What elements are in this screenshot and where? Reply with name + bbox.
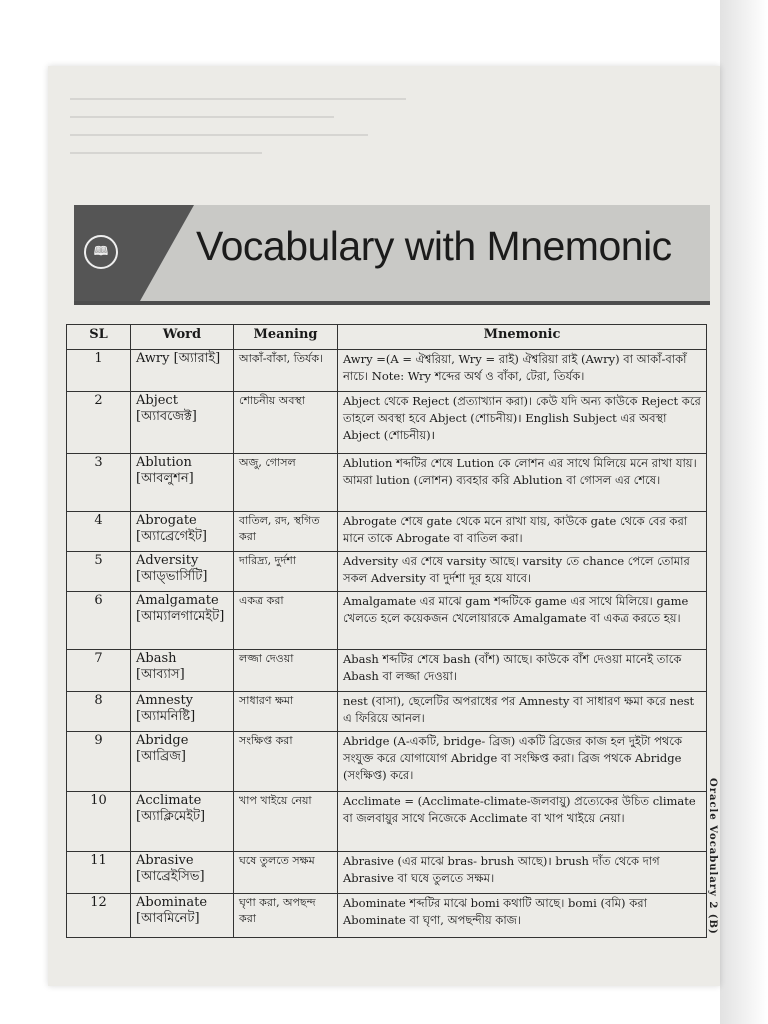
cell-word: Abrogate [অ্যাব্রেগেইট] [131, 512, 234, 552]
cell-sl: 1 [67, 350, 131, 392]
cell-word: Acclimate [অ্যাক্লিমেইট] [131, 792, 234, 852]
page-title: Vocabulary with Mnemonic [196, 223, 672, 269]
table-row [67, 392, 707, 454]
cell-meaning: একত্র করা [234, 592, 338, 650]
cell-mnemonic: Abominate শব্দটির মাঝে bomi কথাটি আছে। bomi (বমি) করা Abominate বা ঘৃণা, অপছন্দীয় কাজ। [338, 894, 707, 938]
cell-meaning: খাপ খাইয়ে নেয়া [234, 792, 338, 852]
cell-mnemonic: Abridge (A-একটি, bridge- ব্রিজ) একটি ব্রিজের কাজ হল দুইটা পথকে সংযুক্ত করে যোগাযোগ Abridge বা সংক্ষিপ্ত করা। ব্রিজ পথকে Abridge (সংক্ষিপ্ত) করে। [338, 732, 707, 792]
cell-word: Awry [অ্যারাই] [131, 350, 234, 392]
book-logo-icon: 🕮 [84, 235, 118, 269]
column-header-meaning: Meaning [234, 325, 338, 350]
cell-word: Ablution [আবলুশন] [131, 454, 234, 512]
cell-mnemonic: Abrasive (এর মাঝে bras- brush আছে)। brush দাঁত থেকে দাগ Abrasive বা ঘষে তুলতে সক্ষম। [338, 852, 707, 894]
table-row [67, 852, 707, 894]
cell-mnemonic: Awry =(A = ঐশ্বরিয়া, Wry = রাই) ঐশ্বরিয়া রাই (Awry) বা আকাঁ-বাকাঁ নাচে। Note: Wry শব্দের অর্থ ও বাঁকা, টেরা, তির্যক। [338, 350, 707, 392]
table-row [67, 512, 707, 552]
cell-word: Abject [অ্যাবজেক্ট] [131, 392, 234, 454]
column-header-word: Word [131, 325, 234, 350]
cell-meaning: ঘষে তুলতে সক্ষম [234, 852, 338, 894]
table-row [67, 894, 707, 938]
cell-sl: 5 [67, 552, 131, 592]
cell-sl: 6 [67, 592, 131, 650]
column-header-sl: SL [67, 325, 131, 350]
cell-meaning: সংক্ষিপ্ত করা [234, 732, 338, 792]
cell-word: Abrasive [আব্রেইসিভ] [131, 852, 234, 894]
table-row [67, 650, 707, 692]
table-row [67, 454, 707, 512]
table-row [67, 552, 707, 592]
cell-sl: 3 [67, 454, 131, 512]
cell-sl: 12 [67, 894, 131, 938]
page-edge-shade [720, 0, 768, 1024]
cell-mnemonic: Abash শব্দটির শেষে bash (বাঁশ) আছে। কাউকে বাঁশ দেওয়া মানেই তাকে Abash বা লজ্জা দেওয়া। [338, 650, 707, 692]
cell-mnemonic: Amalgamate এর মাঝে gam শব্দটিকে game এর সাথে মিলিয়ে। game খেলতে হলে কয়েকজন খেলোয়ারকে Amalgamate বা একত্র করতে হয়। [338, 592, 707, 650]
side-running-label: Oracle Vocabulary 2 (B) [707, 778, 718, 935]
cell-meaning: ঘৃণা করা, অপছন্দ করা [234, 894, 338, 938]
vocabulary-table [66, 324, 707, 938]
table-row [67, 792, 707, 852]
cell-word: Amalgamate [আম্যালগামেইট] [131, 592, 234, 650]
bleed-through-text [70, 82, 550, 192]
cell-sl: 7 [67, 650, 131, 692]
cell-word: Abridge [আব্রিজ] [131, 732, 234, 792]
cell-mnemonic: Adversity এর শেষে varsity আছে। varsity তে chance পেলে তোমার সকল Adversity বা দুর্দশা দূর হয়ে যাবে। [338, 552, 707, 592]
cell-meaning: সাধারণ ক্ষমা [234, 692, 338, 732]
cell-meaning: আকাঁ-বাঁকা, তির্যক। [234, 350, 338, 392]
cell-mnemonic: Abrogate শেষে gate থেকে মনে রাখা যায়, কাউকে gate থেকে বের করা মানে তাকে Abrogate বা বাতিল করা। [338, 512, 707, 552]
table-row [67, 732, 707, 792]
cell-sl: 8 [67, 692, 131, 732]
cell-sl: 10 [67, 792, 131, 852]
cell-meaning: বাতিল, রদ, স্থগিত করা [234, 512, 338, 552]
table-row [67, 692, 707, 732]
title-banner [74, 205, 710, 305]
column-header-mnemonic: Mnemonic [338, 325, 707, 350]
cell-word: Abominate [আবমিনেট] [131, 894, 234, 938]
cell-word: Abash [আব্যাস] [131, 650, 234, 692]
cell-mnemonic: Ablution শব্দটির শেষে Lution কে লোশন এর সাথে মিলিয়ে মনে রাখা যায়। আমরা lution (লোশন) ব্যবহার করি Ablution বা গোসল এর শেষে। [338, 454, 707, 512]
table-header-row [67, 325, 707, 350]
cell-mnemonic: nest (বাসা), ছেলেটির অপরাধের পর Amnesty বা সাধারণ ক্ষমা করে nest এ ফিরিয়ে আনল। [338, 692, 707, 732]
cell-mnemonic: Acclimate = (Acclimate-climate-জলবায়ু) প্রত্যেকের উচিত climate বা জলবায়ুর সাথে নিজেকে Acclimate বা খাপ খাইয়ে নেয়া। [338, 792, 707, 852]
table-row [67, 592, 707, 650]
cell-word: Adversity [আড্ভার্সিটি] [131, 552, 234, 592]
cell-meaning: দারিদ্র্য, দুর্দশা [234, 552, 338, 592]
cell-sl: 11 [67, 852, 131, 894]
cell-meaning: শোচনীয় অবস্থা [234, 392, 338, 454]
table-row [67, 350, 707, 392]
cell-sl: 4 [67, 512, 131, 552]
cell-sl: 9 [67, 732, 131, 792]
cell-meaning: অজু, গোসল [234, 454, 338, 512]
cell-meaning: লজ্জা দেওয়া [234, 650, 338, 692]
cell-sl: 2 [67, 392, 131, 454]
cell-word: Amnesty [অ্যামনিষ্টি] [131, 692, 234, 732]
cell-mnemonic: Abject থেকে Reject (প্রত্যাখ্যান করা)। কেউ যদি অন্য কাউকে Reject করে তাহলে অবস্থা হবে Abject (শোচনীয়)। English Subject এর অবস্থা Abject (শোচনীয়)। [338, 392, 707, 454]
